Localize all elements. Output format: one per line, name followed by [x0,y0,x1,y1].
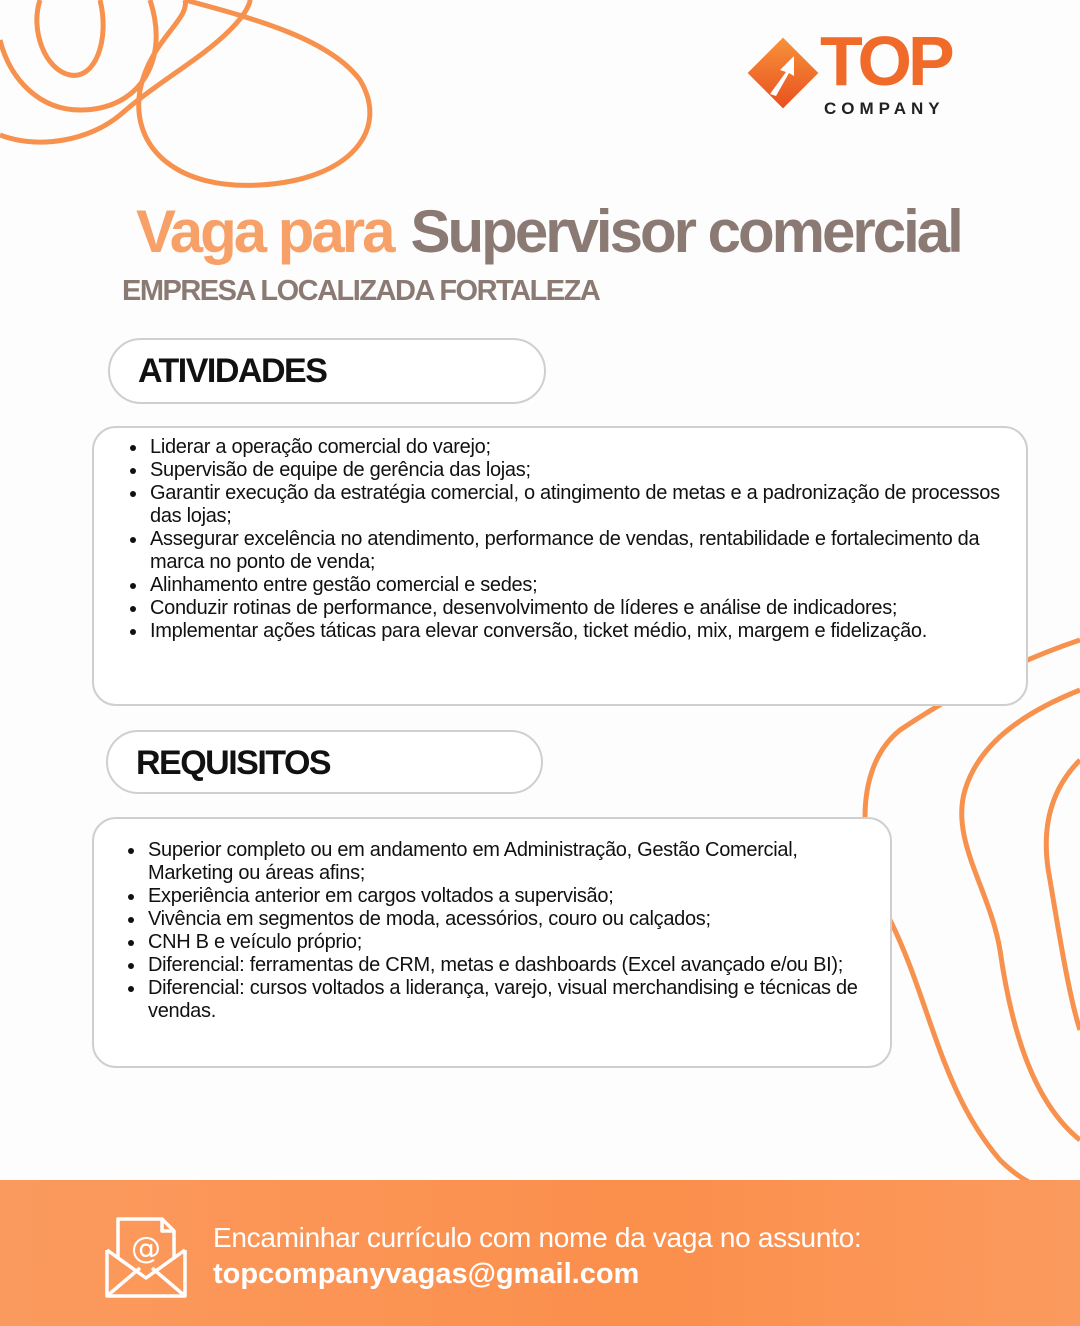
requisitos-item: • CNH B e veículo próprio; [146,931,860,954]
atividades-item: • Alinhamento entre gestão comercial e sedes; [148,574,1012,597]
svg-text:@: @ [131,1231,161,1266]
page-title [136,200,961,264]
footer-instruction: Encaminhar currículo com nome da vaga no assunto: [213,1222,862,1253]
top-company-logo [742,22,987,120]
requisitos-item: • Diferencial: ferramentas de CRM, metas e dashboards (Excel avançado e/ou BI); [146,954,860,977]
requisitos-heading: REQUISITOS [136,744,331,782]
atividades-item: • Conduzir rotinas de performance, desenvolvimento de líderes e análise de indicadores; [148,597,1012,620]
title-part-1: Vaga para [136,198,393,265]
title-part-2: Supervisor comercial [410,198,961,265]
atividades-header [108,338,546,404]
requisitos-item: • Experiência anterior em cargos voltados a supervisão; [146,885,860,908]
atividades-item: • Implementar ações táticas para elevar conversão, ticket médio, mix, margem e fidelização. [148,620,1012,643]
subtitle: EMPRESA LOCALIZADA FORTALEZA [122,275,600,307]
requisitos-item: • Superior completo ou em andamento em Administração, Gestão Comercial, Marketing ou áreas afins; [146,839,860,885]
requisitos-item: • Vivência em segmentos de moda, acessórios, couro ou calçados; [146,908,860,931]
puzzle-arrow-icon [742,32,824,114]
requisitos-list [114,839,860,1023]
logo-company-text: COMPANY [824,99,945,118]
atividades-list [116,436,1012,643]
atividades-item: • Assegurar excelência no atendimento, performance de vendas, rentabilidade e fortalecimento da marca no ponto de venda; [148,528,1012,574]
requisitos-item: • Diferencial: cursos voltados a liderança, varejo, visual merchandising e técnicas de vendas. [146,977,860,1023]
atividades-item: • Liderar a operação comercial do varejo; [148,436,1012,459]
atividades-item: • Garantir execução da estratégia comercial, o atingimento de metas e a padronização de processos das lojas; [148,482,1012,528]
atividades-item: • Supervisão de equipe de gerência das lojas; [148,459,1012,482]
email-envelope-icon [104,1216,188,1300]
requisitos-box [92,817,892,1068]
logo-top-text: TOP [820,22,951,100]
atividades-heading: ATIVIDADES [138,352,327,390]
atividades-box [92,426,1028,706]
footer-banner [0,1180,1080,1326]
footer-email-link[interactable]: topcompanyvagas@gmail.com [213,1258,640,1290]
requisitos-header [106,730,543,794]
